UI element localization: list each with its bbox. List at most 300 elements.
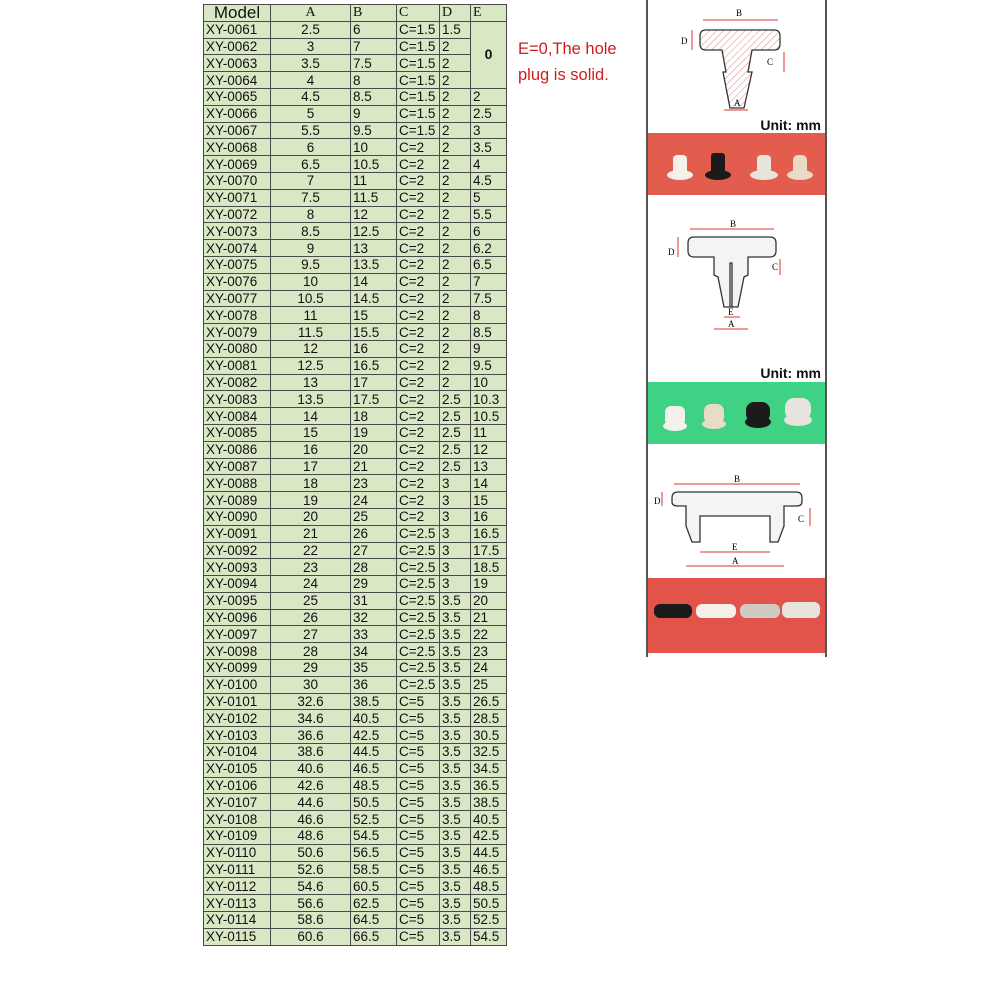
- cell-c: C=2: [397, 223, 440, 240]
- cell-a: 10.5: [271, 290, 351, 307]
- cell-d: 2.5: [440, 441, 471, 458]
- cell-e: 20: [471, 592, 507, 609]
- cell-model: XY-0090: [204, 508, 271, 525]
- cell-model: XY-0110: [204, 844, 271, 861]
- table-row: [204, 744, 507, 761]
- cell-model: XY-0112: [204, 878, 271, 895]
- cell-model: XY-0072: [204, 206, 271, 223]
- cell-b: 50.5: [351, 794, 397, 811]
- cell-d: 3: [440, 475, 471, 492]
- cell-e: 40.5: [471, 811, 507, 828]
- cell-model: XY-0068: [204, 139, 271, 156]
- cell-e-solid: 0: [471, 21, 507, 88]
- cell-model: XY-0061: [204, 21, 271, 38]
- cell-d: 3.5: [440, 744, 471, 761]
- cell-a: 14: [271, 408, 351, 425]
- label-e: E: [728, 307, 734, 317]
- table-row: [204, 895, 507, 912]
- label-d: D: [681, 36, 688, 46]
- cell-c: C=5: [397, 777, 440, 794]
- cell-c: C=2: [397, 324, 440, 341]
- cell-d: 2: [440, 324, 471, 341]
- cell-d: 3.5: [440, 861, 471, 878]
- cell-d: 2: [440, 374, 471, 391]
- cell-d: 2.5: [440, 424, 471, 441]
- cell-d: 2: [440, 223, 471, 240]
- note-line-1: E=0,The hole: [518, 40, 617, 58]
- cell-c: C=1.5: [397, 21, 440, 38]
- cell-d: 3.5: [440, 609, 471, 626]
- label-b: B: [730, 219, 737, 229]
- cell-model: XY-0078: [204, 307, 271, 324]
- cell-c: C=5: [397, 828, 440, 845]
- cell-d: 2: [440, 273, 471, 290]
- cell-b: 42.5: [351, 727, 397, 744]
- cell-model: XY-0065: [204, 88, 271, 105]
- cell-c: C=5: [397, 710, 440, 727]
- cell-e: 3: [471, 122, 507, 139]
- cell-b: 12: [351, 206, 397, 223]
- cell-c: C=5: [397, 811, 440, 828]
- cell-c: C=5: [397, 693, 440, 710]
- cell-b: 62.5: [351, 895, 397, 912]
- table-row: [204, 374, 507, 391]
- cell-a: 38.6: [271, 744, 351, 761]
- cell-d: 2: [440, 240, 471, 257]
- large-plug-diagram: [648, 470, 825, 575]
- table-row: [204, 844, 507, 861]
- cell-model: XY-0098: [204, 643, 271, 660]
- cell-c: C=5: [397, 727, 440, 744]
- cell-c: C=1.5: [397, 55, 440, 72]
- cell-d: 3.5: [440, 710, 471, 727]
- cell-d: 2: [440, 206, 471, 223]
- label-a: A: [728, 319, 735, 329]
- cell-b: 10.5: [351, 156, 397, 173]
- cell-b: 8: [351, 72, 397, 89]
- cell-e: 26.5: [471, 693, 507, 710]
- cell-e: 16.5: [471, 525, 507, 542]
- cell-e: 6: [471, 223, 507, 240]
- cell-d: 3: [440, 508, 471, 525]
- cell-model: XY-0106: [204, 777, 271, 794]
- cell-c: C=1.5: [397, 38, 440, 55]
- cell-a: 46.6: [271, 811, 351, 828]
- cell-c: C=2.5: [397, 676, 440, 693]
- cell-e: 38.5: [471, 794, 507, 811]
- cell-b: 28: [351, 559, 397, 576]
- cell-a: 25: [271, 592, 351, 609]
- cell-a: 54.6: [271, 878, 351, 895]
- cell-e: 24: [471, 660, 507, 677]
- cell-e: 34.5: [471, 760, 507, 777]
- cell-model: XY-0105: [204, 760, 271, 777]
- table-row: [204, 256, 507, 273]
- label-c: C: [798, 514, 805, 524]
- cell-a: 22: [271, 542, 351, 559]
- cell-model: XY-0070: [204, 172, 271, 189]
- cell-a: 2.5: [271, 21, 351, 38]
- cell-d: 2: [440, 189, 471, 206]
- table-row: [204, 72, 507, 89]
- cell-d: 3: [440, 542, 471, 559]
- table-row: [204, 122, 507, 139]
- cell-b: 17: [351, 374, 397, 391]
- cell-c: C=1.5: [397, 105, 440, 122]
- table-row: [204, 777, 507, 794]
- cell-e: 6.5: [471, 256, 507, 273]
- cell-e: 42.5: [471, 828, 507, 845]
- cell-model: XY-0087: [204, 458, 271, 475]
- cell-d: 3: [440, 525, 471, 542]
- cell-b: 64.5: [351, 912, 397, 929]
- spec-table: [203, 4, 507, 946]
- cell-e: 25: [471, 676, 507, 693]
- cell-c: C=2.5: [397, 592, 440, 609]
- cell-c: C=5: [397, 912, 440, 929]
- cell-d: 2.5: [440, 391, 471, 408]
- cell-model: XY-0103: [204, 727, 271, 744]
- cell-b: 27: [351, 542, 397, 559]
- unit-label-1: Unit: mm: [760, 117, 821, 133]
- cell-model: XY-0092: [204, 542, 271, 559]
- cell-model: XY-0085: [204, 424, 271, 441]
- table-header-row: [204, 5, 507, 22]
- cell-model: XY-0071: [204, 189, 271, 206]
- cell-e: 6.2: [471, 240, 507, 257]
- cell-b: 11.5: [351, 189, 397, 206]
- table-row: [204, 609, 507, 626]
- unit-label-2: Unit: mm: [760, 365, 821, 381]
- cell-a: 15: [271, 424, 351, 441]
- cell-d: 3.5: [440, 811, 471, 828]
- cell-d: 2: [440, 38, 471, 55]
- cell-c: C=2.5: [397, 525, 440, 542]
- cell-d: 2: [440, 88, 471, 105]
- cell-d: 3.5: [440, 878, 471, 895]
- table-row: [204, 559, 507, 576]
- table-row: [204, 928, 507, 945]
- cell-model: XY-0067: [204, 122, 271, 139]
- cell-b: 60.5: [351, 878, 397, 895]
- cell-a: 52.6: [271, 861, 351, 878]
- cell-e: 9.5: [471, 357, 507, 374]
- cell-model: XY-0076: [204, 273, 271, 290]
- table-row: [204, 307, 507, 324]
- table-row: [204, 727, 507, 744]
- cell-e: 10.3: [471, 391, 507, 408]
- cell-model: XY-0077: [204, 290, 271, 307]
- table-row: [204, 458, 507, 475]
- cell-d: 3.5: [440, 693, 471, 710]
- cell-b: 56.5: [351, 844, 397, 861]
- cell-b: 24: [351, 492, 397, 509]
- cell-e: 30.5: [471, 727, 507, 744]
- table-row: [204, 643, 507, 660]
- cell-a: 21: [271, 525, 351, 542]
- cell-a: 8.5: [271, 223, 351, 240]
- cell-d: 2: [440, 256, 471, 273]
- cell-a: 7.5: [271, 189, 351, 206]
- cell-b: 13: [351, 240, 397, 257]
- cell-b: 19: [351, 424, 397, 441]
- table-row: [204, 676, 507, 693]
- cell-c: C=2: [397, 340, 440, 357]
- header-b: B: [351, 5, 397, 22]
- cell-c: C=2.5: [397, 576, 440, 593]
- cell-d: 2.5: [440, 458, 471, 475]
- table-row: [204, 88, 507, 105]
- cell-d: 2: [440, 122, 471, 139]
- cell-model: XY-0062: [204, 38, 271, 55]
- cell-a: 9: [271, 240, 351, 257]
- cell-b: 38.5: [351, 693, 397, 710]
- cell-c: C=1.5: [397, 122, 440, 139]
- cell-d: 3.5: [440, 912, 471, 929]
- cell-b: 16.5: [351, 357, 397, 374]
- cell-d: 3.5: [440, 760, 471, 777]
- cell-e: 21: [471, 609, 507, 626]
- cell-c: C=2: [397, 424, 440, 441]
- large-plug-cross-section: [672, 492, 805, 542]
- cell-model: XY-0097: [204, 626, 271, 643]
- cell-b: 10: [351, 139, 397, 156]
- table-row: [204, 592, 507, 609]
- table-row: [204, 760, 507, 777]
- cell-c: C=5: [397, 928, 440, 945]
- cell-d: 2: [440, 290, 471, 307]
- cell-c: C=2: [397, 290, 440, 307]
- plug-cross-section: [700, 30, 780, 108]
- header-d: D: [440, 5, 471, 22]
- cell-d: 3.5: [440, 676, 471, 693]
- label-d: D: [654, 496, 661, 506]
- cell-b: 66.5: [351, 928, 397, 945]
- cell-d: 3.5: [440, 626, 471, 643]
- cell-b: 33: [351, 626, 397, 643]
- cell-e: 19: [471, 576, 507, 593]
- cell-a: 3.5: [271, 55, 351, 72]
- cell-model: XY-0081: [204, 357, 271, 374]
- label-b: B: [736, 8, 743, 18]
- cell-d: 3.5: [440, 643, 471, 660]
- table-row: [204, 626, 507, 643]
- label-c: C: [772, 262, 779, 272]
- cell-b: 31: [351, 592, 397, 609]
- cell-c: C=2: [397, 357, 440, 374]
- table-row: [204, 441, 507, 458]
- plug-black: [654, 604, 692, 618]
- cell-a: 11: [271, 307, 351, 324]
- cell-c: C=5: [397, 744, 440, 761]
- cell-b: 21: [351, 458, 397, 475]
- cell-d: 2: [440, 139, 471, 156]
- cell-model: XY-0082: [204, 374, 271, 391]
- table-row: [204, 794, 507, 811]
- cell-c: C=2.5: [397, 542, 440, 559]
- cell-e: 7: [471, 273, 507, 290]
- cell-c: C=2: [397, 508, 440, 525]
- cell-b: 40.5: [351, 710, 397, 727]
- cell-b: 7: [351, 38, 397, 55]
- cell-b: 15: [351, 307, 397, 324]
- cell-c: C=5: [397, 878, 440, 895]
- table-row: [204, 811, 507, 828]
- cell-a: 42.6: [271, 777, 351, 794]
- cell-e: 32.5: [471, 744, 507, 761]
- cell-e: 3.5: [471, 139, 507, 156]
- cell-a: 13.5: [271, 391, 351, 408]
- cell-model: XY-0080: [204, 340, 271, 357]
- solid-plug-note: [518, 36, 643, 88]
- cell-c: C=5: [397, 760, 440, 777]
- cell-c: C=2: [397, 441, 440, 458]
- plug-white: [696, 604, 736, 618]
- cell-model: XY-0063: [204, 55, 271, 72]
- cell-b: 7.5: [351, 55, 397, 72]
- cell-a: 18: [271, 475, 351, 492]
- cell-a: 58.6: [271, 912, 351, 929]
- cell-model: XY-0086: [204, 441, 271, 458]
- table-row: [204, 878, 507, 895]
- cell-e: 48.5: [471, 878, 507, 895]
- cell-e: 10.5: [471, 408, 507, 425]
- cell-model: XY-0093: [204, 559, 271, 576]
- cell-e: 10: [471, 374, 507, 391]
- table-row: [204, 660, 507, 677]
- cell-model: XY-0073: [204, 223, 271, 240]
- cell-a: 11.5: [271, 324, 351, 341]
- product-photo-medium-plugs: [648, 382, 825, 444]
- cell-d: 2: [440, 156, 471, 173]
- cell-b: 26: [351, 525, 397, 542]
- cell-d: 2: [440, 55, 471, 72]
- cell-model: XY-0096: [204, 609, 271, 626]
- cell-a: 27: [271, 626, 351, 643]
- plug-clear: [782, 602, 820, 618]
- cell-a: 36.6: [271, 727, 351, 744]
- cell-c: C=2.5: [397, 559, 440, 576]
- cell-model: XY-0094: [204, 576, 271, 593]
- table-row: [204, 576, 507, 593]
- cell-a: 28: [271, 643, 351, 660]
- cell-d: 2: [440, 307, 471, 324]
- cell-a: 34.6: [271, 710, 351, 727]
- cell-c: C=2: [397, 458, 440, 475]
- cell-c: C=2: [397, 273, 440, 290]
- cell-d: 3.5: [440, 895, 471, 912]
- cell-a: 12.5: [271, 357, 351, 374]
- cell-b: 35: [351, 660, 397, 677]
- table-row: [204, 542, 507, 559]
- cell-e: 9: [471, 340, 507, 357]
- product-photo-small-plugs: [648, 133, 825, 195]
- cell-b: 29: [351, 576, 397, 593]
- cell-e: 28.5: [471, 710, 507, 727]
- cell-e: 44.5: [471, 844, 507, 861]
- table-row: [204, 828, 507, 845]
- cell-e: 7.5: [471, 290, 507, 307]
- cell-b: 44.5: [351, 744, 397, 761]
- hollow-plug-cross-section: [688, 237, 779, 307]
- cell-model: XY-0069: [204, 156, 271, 173]
- cell-d: 3.5: [440, 928, 471, 945]
- cell-c: C=2: [397, 374, 440, 391]
- cell-b: 25: [351, 508, 397, 525]
- cell-a: 17: [271, 458, 351, 475]
- label-d: D: [668, 247, 675, 257]
- cell-a: 4: [271, 72, 351, 89]
- cell-d: 3.5: [440, 777, 471, 794]
- cell-b: 13.5: [351, 256, 397, 273]
- cell-model: XY-0083: [204, 391, 271, 408]
- cell-c: C=2: [397, 492, 440, 509]
- table-row: [204, 408, 507, 425]
- cell-d: 3.5: [440, 592, 471, 609]
- cell-c: C=5: [397, 861, 440, 878]
- cell-e: 8: [471, 307, 507, 324]
- cell-a: 40.6: [271, 760, 351, 777]
- table-row: [204, 861, 507, 878]
- label-a: A: [734, 98, 741, 108]
- cell-c: C=2.5: [397, 660, 440, 677]
- cell-d: 2: [440, 357, 471, 374]
- cell-e: 4.5: [471, 172, 507, 189]
- cell-e: 5.5: [471, 206, 507, 223]
- table-row: [204, 240, 507, 257]
- cell-model: XY-0074: [204, 240, 271, 257]
- cell-a: 6.5: [271, 156, 351, 173]
- table-row: [204, 508, 507, 525]
- cell-a: 30: [271, 676, 351, 693]
- cell-a: 19: [271, 492, 351, 509]
- table-body: [204, 21, 507, 945]
- cell-model: XY-0108: [204, 811, 271, 828]
- cell-e: 12: [471, 441, 507, 458]
- table-row: [204, 290, 507, 307]
- cell-e: 18.5: [471, 559, 507, 576]
- cell-d: 2: [440, 72, 471, 89]
- cell-e: 8.5: [471, 324, 507, 341]
- label-a: A: [732, 556, 739, 566]
- cell-d: 3: [440, 559, 471, 576]
- header-e: E: [471, 5, 507, 22]
- cell-b: 11: [351, 172, 397, 189]
- cell-d: 3.5: [440, 844, 471, 861]
- table-row: [204, 206, 507, 223]
- cell-model: XY-0114: [204, 912, 271, 929]
- cell-c: C=5: [397, 895, 440, 912]
- cell-e: 2.5: [471, 105, 507, 122]
- cell-d: 2: [440, 105, 471, 122]
- cell-e: 5: [471, 189, 507, 206]
- cell-model: XY-0109: [204, 828, 271, 845]
- cell-model: XY-0115: [204, 928, 271, 945]
- table-row: [204, 912, 507, 929]
- table-row: [204, 223, 507, 240]
- solid-plug-diagram: [648, 0, 825, 120]
- cell-a: 10: [271, 273, 351, 290]
- cell-a: 3: [271, 38, 351, 55]
- cell-b: 12.5: [351, 223, 397, 240]
- table-row: [204, 189, 507, 206]
- cell-e: 22: [471, 626, 507, 643]
- cell-a: 7: [271, 172, 351, 189]
- cell-a: 4.5: [271, 88, 351, 105]
- cell-c: C=2.5: [397, 609, 440, 626]
- cell-model: XY-0111: [204, 861, 271, 878]
- cell-b: 8.5: [351, 88, 397, 105]
